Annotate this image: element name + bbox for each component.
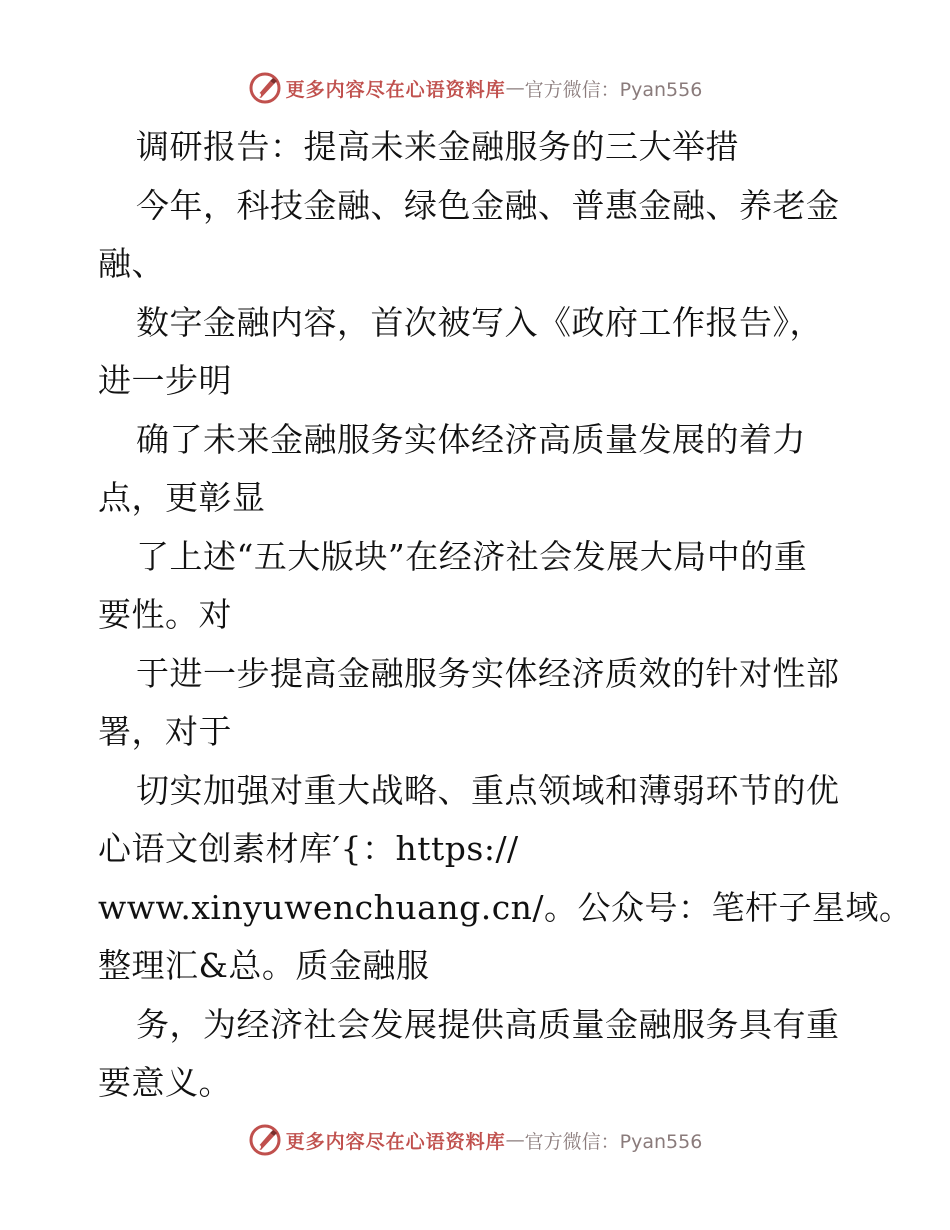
paragraph-line: 了上述“五大版块”在经济社会发展大局中的重 <box>136 536 808 576</box>
watermark-separator: — <box>505 77 525 99</box>
paragraph-line: 点，更彰显 <box>98 478 266 517</box>
pen-logo-icon <box>248 1123 282 1157</box>
pen-logo-icon <box>248 71 282 105</box>
paragraph-line: 切实加强对重大战略、重点领域和薄弱环节的优 <box>136 770 840 810</box>
paragraph-line: 要性。对 <box>98 595 232 634</box>
watermark-separator: — <box>505 1129 525 1151</box>
document-title: 调研报告：提高未来金融服务的三大举措 <box>136 127 739 166</box>
watermark-contact: 官方微信：Pyan556 <box>524 1130 703 1153</box>
paragraph-line: 数字金融内容，首次被写入《政府工作报告》， <box>136 302 823 342</box>
watermark-text: 更多内容尽在心语资料库 <box>285 1130 506 1153</box>
paragraph-line: 整理汇&总。质金融服 <box>98 946 430 985</box>
paragraph-line: 融、 <box>98 244 165 283</box>
paragraph-line: 进一步明 <box>98 361 232 400</box>
document-body <box>98 118 913 1113</box>
paragraph-line: www.xinyuwenchuang.cn/。公众号：笔杆子星域。 <box>98 887 913 927</box>
watermark-contact: 官方微信：Pyan556 <box>524 78 703 101</box>
paragraph-line: 心语文创素材库′{：https:// <box>98 829 519 868</box>
paragraph-line: 署，对于 <box>98 712 232 751</box>
paragraph-line: 务，为经济社会发展提供高质量金融服务具有重 <box>136 1004 840 1044</box>
header-watermark <box>0 68 950 108</box>
paragraph-line: 于进一步提高金融服务实体经济质效的针对性部 <box>136 653 840 693</box>
paragraph-line: 要意义。 <box>98 1063 232 1102</box>
watermark-text: 更多内容尽在心语资料库 <box>285 78 506 101</box>
paragraph-line: 确了未来金融服务实体经济高质量发展的着力 <box>136 419 806 459</box>
paragraph-line: 今年，科技金融、绿色金融、普惠金融、养老金 <box>136 185 840 225</box>
footer-watermark <box>0 1120 950 1160</box>
